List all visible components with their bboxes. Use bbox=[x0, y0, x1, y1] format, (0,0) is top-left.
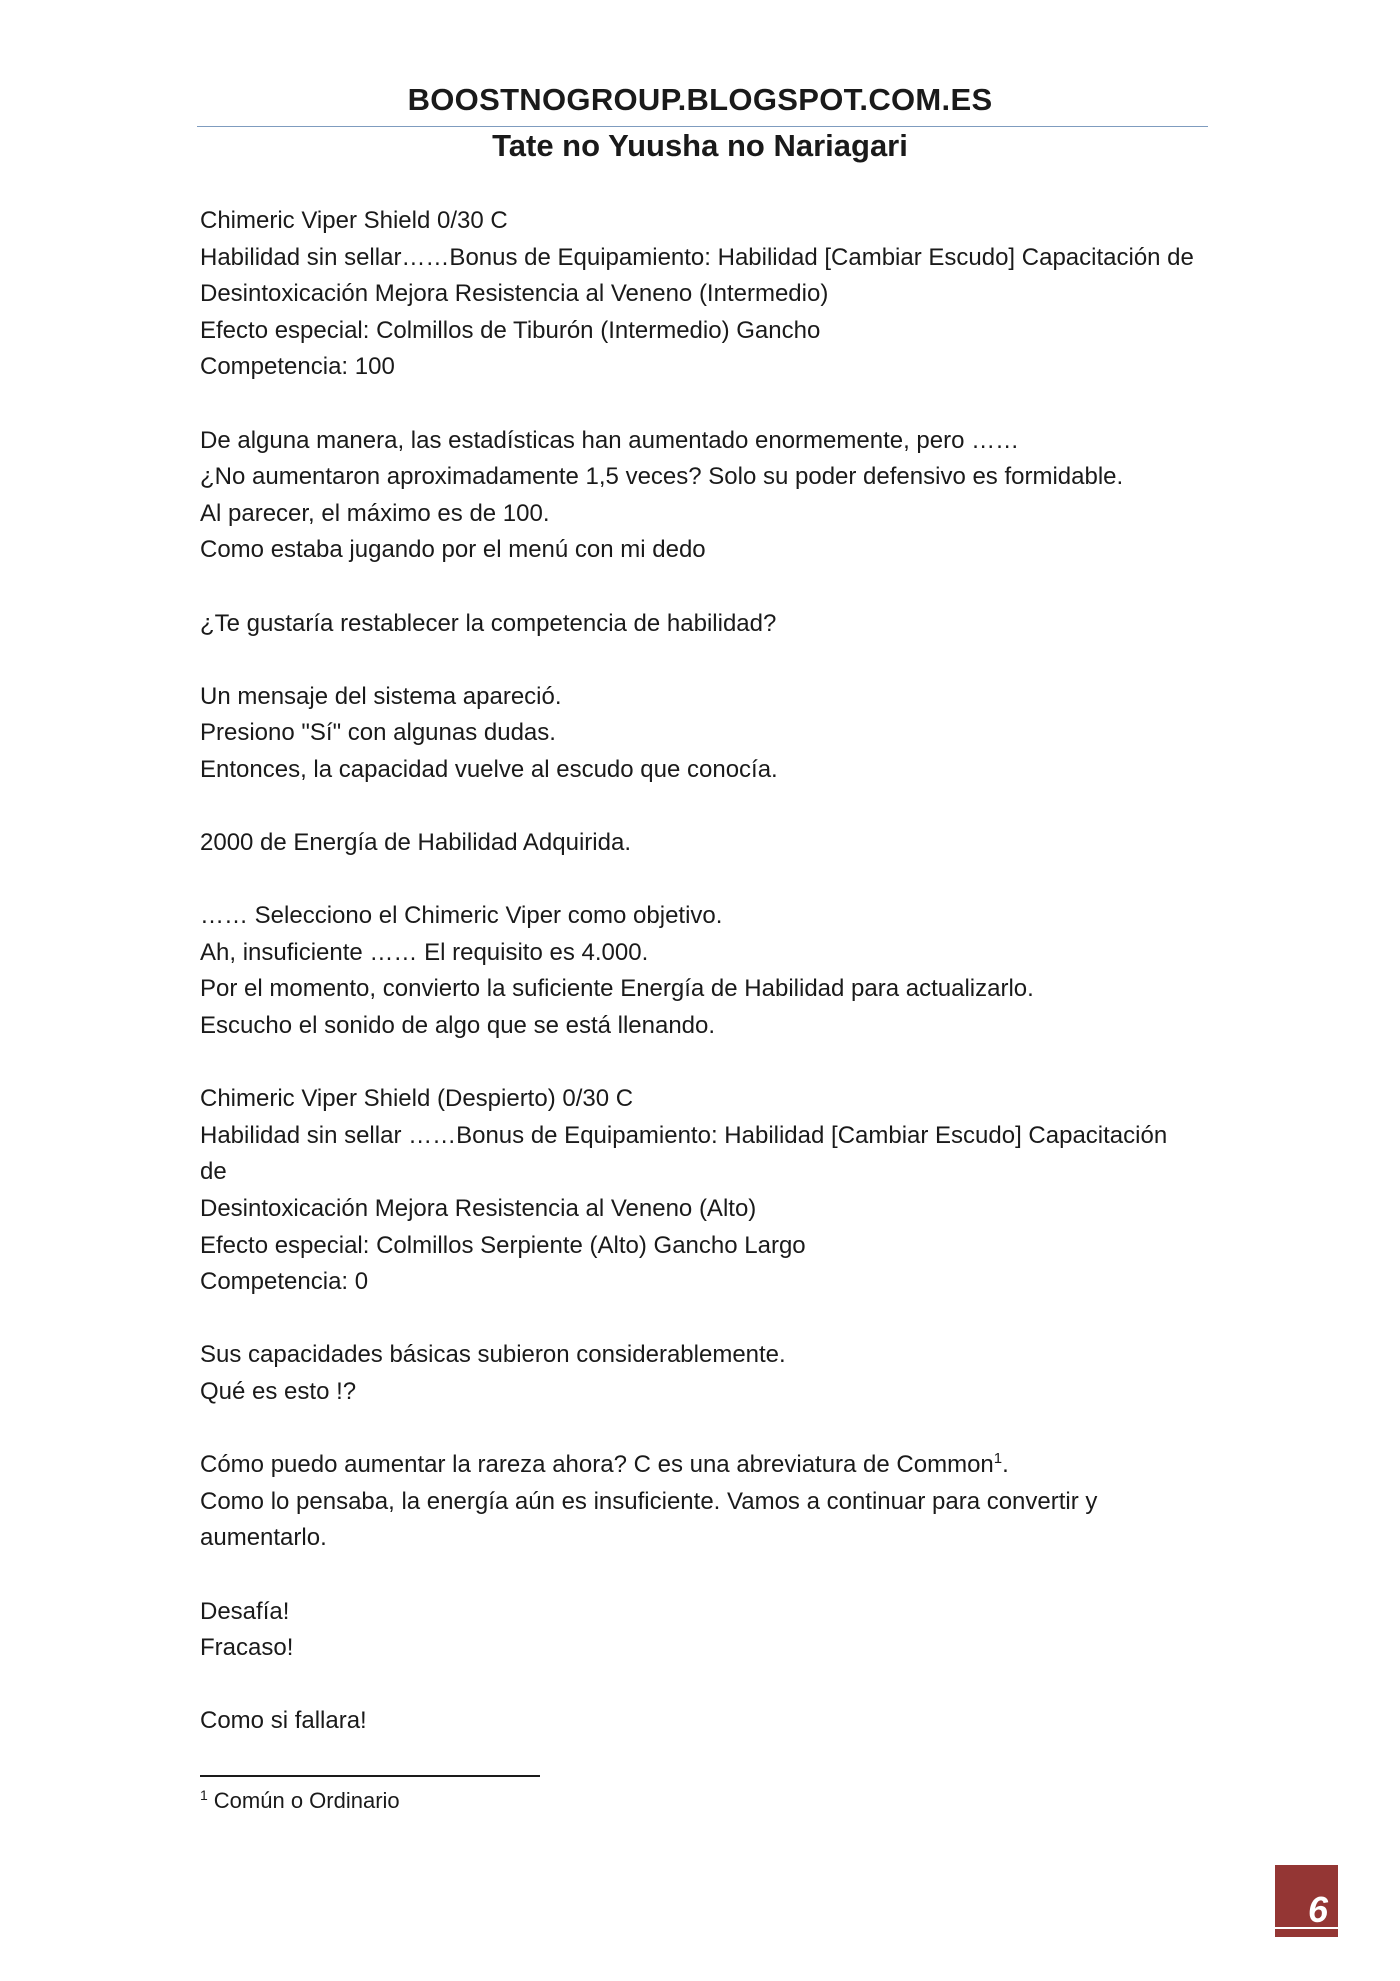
footnote bbox=[200, 1786, 400, 1816]
text-line: ¿No aumentaron aproximadamente 1,5 veces? Solo su poder defensivo es formidable. bbox=[200, 463, 1124, 491]
text-line: ¿Te gustaría restablecer la competencia de habilidad? bbox=[200, 609, 777, 637]
text-line: …… Selecciono el Chimeric Viper como objetivo. bbox=[200, 902, 723, 930]
paragraph bbox=[200, 898, 1200, 1044]
paragraph-rarity bbox=[200, 1447, 1200, 1557]
text-line: Efecto especial: Colmillos de Tiburón (Intermedio) Gancho bbox=[200, 316, 821, 344]
text-line: Desintoxicación Mejora Resistencia al Veneno (Alto) bbox=[200, 1195, 757, 1223]
text-line: Escucho el sonido de algo que se está llenando. bbox=[200, 1012, 716, 1040]
page-number: 6 bbox=[1307, 1889, 1328, 1930]
text-line: aumentarlo. bbox=[200, 1524, 327, 1552]
paragraph-shield-stats bbox=[200, 203, 1200, 386]
text-line: De alguna manera, las estadísticas han aumentado enormemente, pero …… bbox=[200, 426, 1020, 454]
text-line: Como si fallara! bbox=[200, 1707, 367, 1735]
paragraph bbox=[200, 423, 1200, 569]
paragraph bbox=[200, 679, 1200, 789]
document-body bbox=[200, 203, 1200, 1740]
paragraph-awakened-shield-stats bbox=[200, 1081, 1200, 1301]
text-line: Chimeric Viper Shield (Despierto) 0/30 C bbox=[200, 1085, 634, 1113]
text-line: Como lo pensaba, la energía aún es insuficiente. Vamos a continuar para convertir y bbox=[200, 1487, 1098, 1515]
text-line: Al parecer, el máximo es de 100. bbox=[200, 499, 550, 527]
text-line: Competencia: 0 bbox=[200, 1268, 369, 1296]
header-rule bbox=[197, 126, 1208, 127]
paragraph bbox=[200, 606, 1200, 643]
text-line: Como estaba jugando por el menú con mi dedo bbox=[200, 536, 706, 564]
text-line: Presiono "Sí" con algunas dudas. bbox=[200, 719, 556, 747]
footnote-reference[interactable]: 1 bbox=[993, 1450, 1003, 1468]
footnote-text: Común o Ordinario bbox=[213, 1788, 400, 1813]
text-line: 2000 de Energía de Habilidad Adquirida. bbox=[200, 829, 631, 857]
text-line: Un mensaje del sistema apareció. bbox=[200, 682, 562, 710]
rarity-line-end: . bbox=[1002, 1451, 1009, 1479]
text-line: Competencia: 100 bbox=[200, 353, 395, 381]
text-line bbox=[200, 1447, 1200, 1484]
text-line: Sus capacidades básicas subieron considerablemente. bbox=[200, 1341, 786, 1369]
text-line: Desafía! bbox=[200, 1597, 290, 1625]
footnote-number: 1 bbox=[200, 1786, 208, 1803]
text-line: Ah, insuficiente …… El requisito es 4.000. bbox=[200, 938, 649, 966]
rarity-line-text: Cómo puedo aumentar la rareza ahora? C es una abreviatura de Common bbox=[200, 1451, 994, 1479]
paragraph bbox=[200, 1337, 1200, 1410]
text-line: Por el momento, convierto la suficiente Energía de Habilidad para actualizarlo. bbox=[200, 975, 1034, 1003]
site-header: BOOSTNOGROUP.BLOGSPOT.COM.ES bbox=[407, 82, 993, 117]
text-line: Entonces, la capacidad vuelve al escudo que conocía. bbox=[200, 755, 778, 783]
paragraph bbox=[200, 825, 1200, 862]
document-title: Tate no Yuusha no Nariagari bbox=[492, 128, 908, 163]
text-line: Fracaso! bbox=[200, 1634, 294, 1662]
footnote-separator bbox=[200, 1775, 540, 1777]
text-line: Qué es esto !? bbox=[200, 1378, 357, 1405]
text-line: Habilidad sin sellar ……Bonus de Equipamiento: Habilidad [Cambiar Escudo] Capacitación de bbox=[200, 1121, 1168, 1186]
text-line: Chimeric Viper Shield 0/30 C bbox=[200, 207, 508, 234]
paragraph bbox=[200, 1594, 1200, 1667]
paragraph bbox=[200, 1703, 1200, 1740]
text-line: Desintoxicación Mejora Resistencia al Veneno (Intermedio) bbox=[200, 280, 829, 308]
page-number-badge bbox=[1275, 1865, 1338, 1937]
text-line: Habilidad sin sellar……Bonus de Equipamiento: Habilidad [Cambiar Escudo] Capacitación de bbox=[200, 243, 1194, 271]
text-line: Efecto especial: Colmillos Serpiente (Alto) Gancho Largo bbox=[200, 1231, 806, 1259]
